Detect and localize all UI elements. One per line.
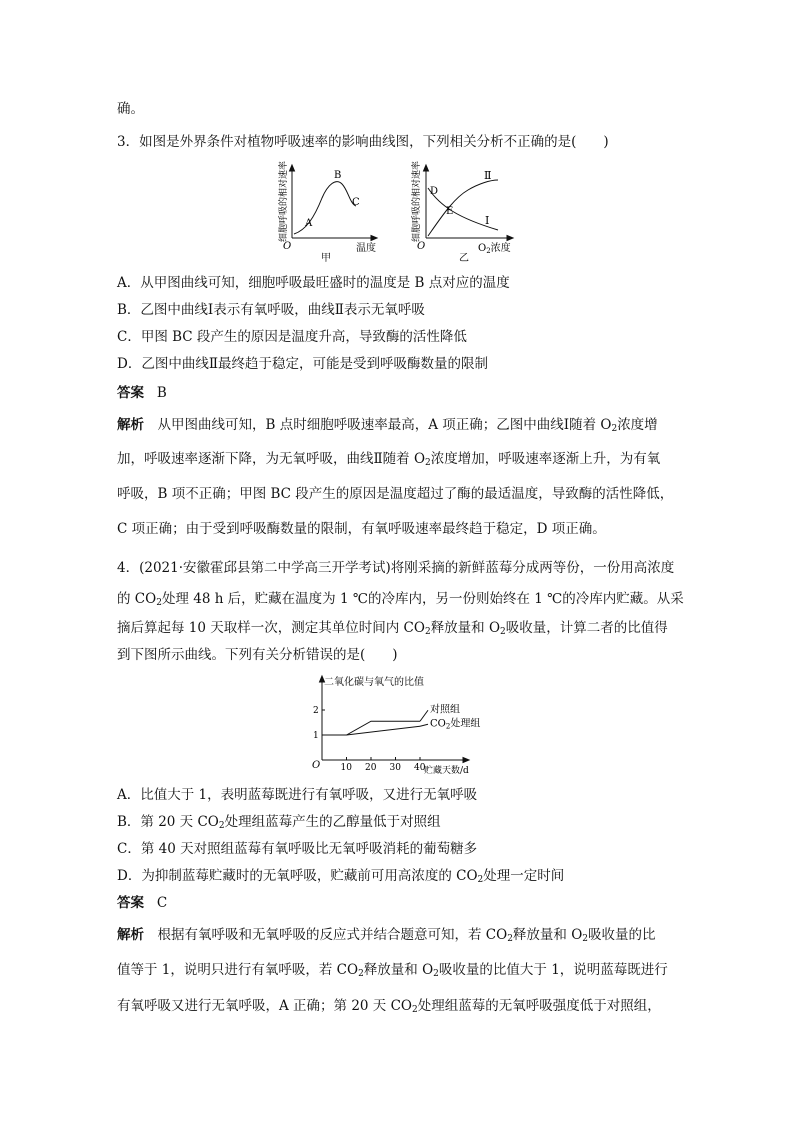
xlabel: 温度	[356, 243, 376, 254]
ylabel: 细胞呼吸的相对速率	[279, 160, 289, 242]
q4-option-b: B．第 20 天 $CO_2$处理组蓝莓产生的乙醇量低于对照组	[117, 814, 441, 831]
temp-curve	[294, 182, 356, 234]
y-tick-label: 2	[313, 706, 319, 716]
figure-yi	[406, 160, 531, 265]
caption: 乙	[459, 253, 469, 264]
rich-line: 从甲图曲线可知，B 点时细胞呼吸速率最高，A 项正确；乙图中曲线Ⅰ随着 $O_2$浓度增	[144, 417, 658, 434]
rich-line: 摘后算起每 10 天取样一次，测定其单位时间内 $CO_2$释放量和 $O_2$吸收量，计算二者的比值得	[117, 620, 668, 637]
point-d: D	[430, 186, 439, 197]
curve-label-1: Ⅰ	[485, 214, 490, 227]
x-tick-label: 40	[414, 763, 426, 773]
curve-aerobic	[428, 180, 498, 236]
origin-label: O	[283, 241, 292, 252]
rich-line: 的 $CO_2$处理 48 h 后，贮藏在温度为 1 ℃的冷库内，另一份则始终在 1 ℃的冷库内贮藏。从采	[117, 591, 684, 608]
q4-option-c: C．第 40 天对照组蓝莓有氧呼吸比无氧呼吸消耗的葡萄糖多	[117, 841, 478, 857]
point-c: C	[352, 197, 360, 208]
analysis-label: 解析	[117, 417, 144, 433]
x-tick-label: 10	[340, 763, 352, 773]
chart-title: 二氧化碳与氧气的比值	[324, 677, 424, 688]
rich-line: 值等于 1，说明只进行有氧呼吸，若 $CO_2$释放量和 $O_2$吸收量的比值大于 1，说明蓝莓既进行	[117, 962, 668, 979]
curve-label-2: Ⅱ	[484, 169, 492, 182]
point-a: A	[305, 218, 313, 229]
series-leader	[420, 710, 428, 721]
caption: 甲	[321, 253, 331, 264]
rich-line: 有氧呼吸又进行无氧呼吸，A 正确；第 20 天 $CO_2$处理组蓝莓的无氧呼吸强度低于对照组，	[117, 998, 661, 1015]
xlabel: $O_2$浓度	[478, 243, 511, 255]
series-label: $CO_2$处理组	[430, 718, 481, 731]
q3-answer	[117, 384, 167, 402]
x-axis-label: 贮藏天数/d	[424, 766, 469, 776]
point-b: B	[334, 170, 342, 181]
q3-option-c: C．甲图 BC 段产生的原因是温度升高，导致酶的活性降低	[117, 329, 467, 345]
top-line: 确。	[117, 101, 144, 117]
rich-line: 4．(2021·安徽霍邱县第二中学高三开学考试)将刚采摘的新鲜蓝莓分成两等份，一份用高浓度	[117, 560, 675, 576]
origin-label: O	[417, 241, 426, 252]
series-leader	[420, 724, 428, 726]
q3-stem: 3．如图是外界条件对植物呼吸速率的影响曲线图，下列相关分析不正确的是( )	[117, 134, 609, 150]
answer-label: 答案	[117, 895, 144, 911]
answer-value: B	[156, 385, 167, 401]
rich-line: 加，呼吸速率逐渐下降，为无氧呼吸，曲线Ⅱ随着 $O_2$浓度增加，呼吸速率逐渐上升，为有氧	[117, 451, 661, 468]
figure-jia	[278, 160, 393, 265]
answer-label: 答案	[117, 385, 144, 401]
q3-option-b: B．乙图中曲线Ⅰ表示有氧呼吸，曲线Ⅱ表示无氧呼吸	[117, 302, 425, 318]
origin-label: O	[312, 760, 321, 771]
answer-value: C	[156, 895, 168, 911]
series-label: 对照组	[430, 704, 460, 716]
x-tick-label: 20	[365, 763, 377, 773]
rich-line: 呼吸，B 项不正确；甲图 BC 段产生的原因是温度超过了酶的最适温度，导致酶的活性降低，	[117, 486, 674, 502]
rich-line: 到下图所示曲线。下列有关分析错误的是( )	[117, 647, 398, 663]
y-tick-label: 1	[313, 731, 319, 741]
ylabel: 细胞呼吸的相对速率	[412, 160, 422, 242]
q4-answer	[117, 894, 167, 912]
q4-chart	[305, 672, 495, 780]
q4-option-d: D．为抑制蓝莓贮藏时的无氧呼吸，贮藏前可用高浓度的 $CO_2$处理一定时间	[117, 868, 565, 885]
point-e: E	[446, 206, 454, 217]
q4-option-a: A．比值大于 1，表明蓝莓既进行有氧呼吸，又进行无氧呼吸	[117, 787, 478, 803]
analysis-label: 解析	[117, 927, 144, 943]
series-co2-line	[322, 726, 420, 735]
q3-option-a: A．从甲图曲线可知，细胞呼吸最旺盛时的温度是 B 点对应的温度	[117, 275, 510, 291]
x-tick-label: 30	[389, 763, 401, 773]
q3-option-d: D．乙图中曲线Ⅱ最终趋于稳定，可能是受到呼吸酶数量的限制	[117, 356, 488, 372]
rich-line: 根据有氧呼吸和无氧呼吸的反应式并结合题意可知，若 $CO_2$释放量和 $O_2$吸收量的比	[144, 927, 656, 944]
rich-line: C 项正确；由于受到呼吸酶数量的限制，有氧呼吸速率最终趋于稳定，D 项正确。	[117, 521, 606, 537]
